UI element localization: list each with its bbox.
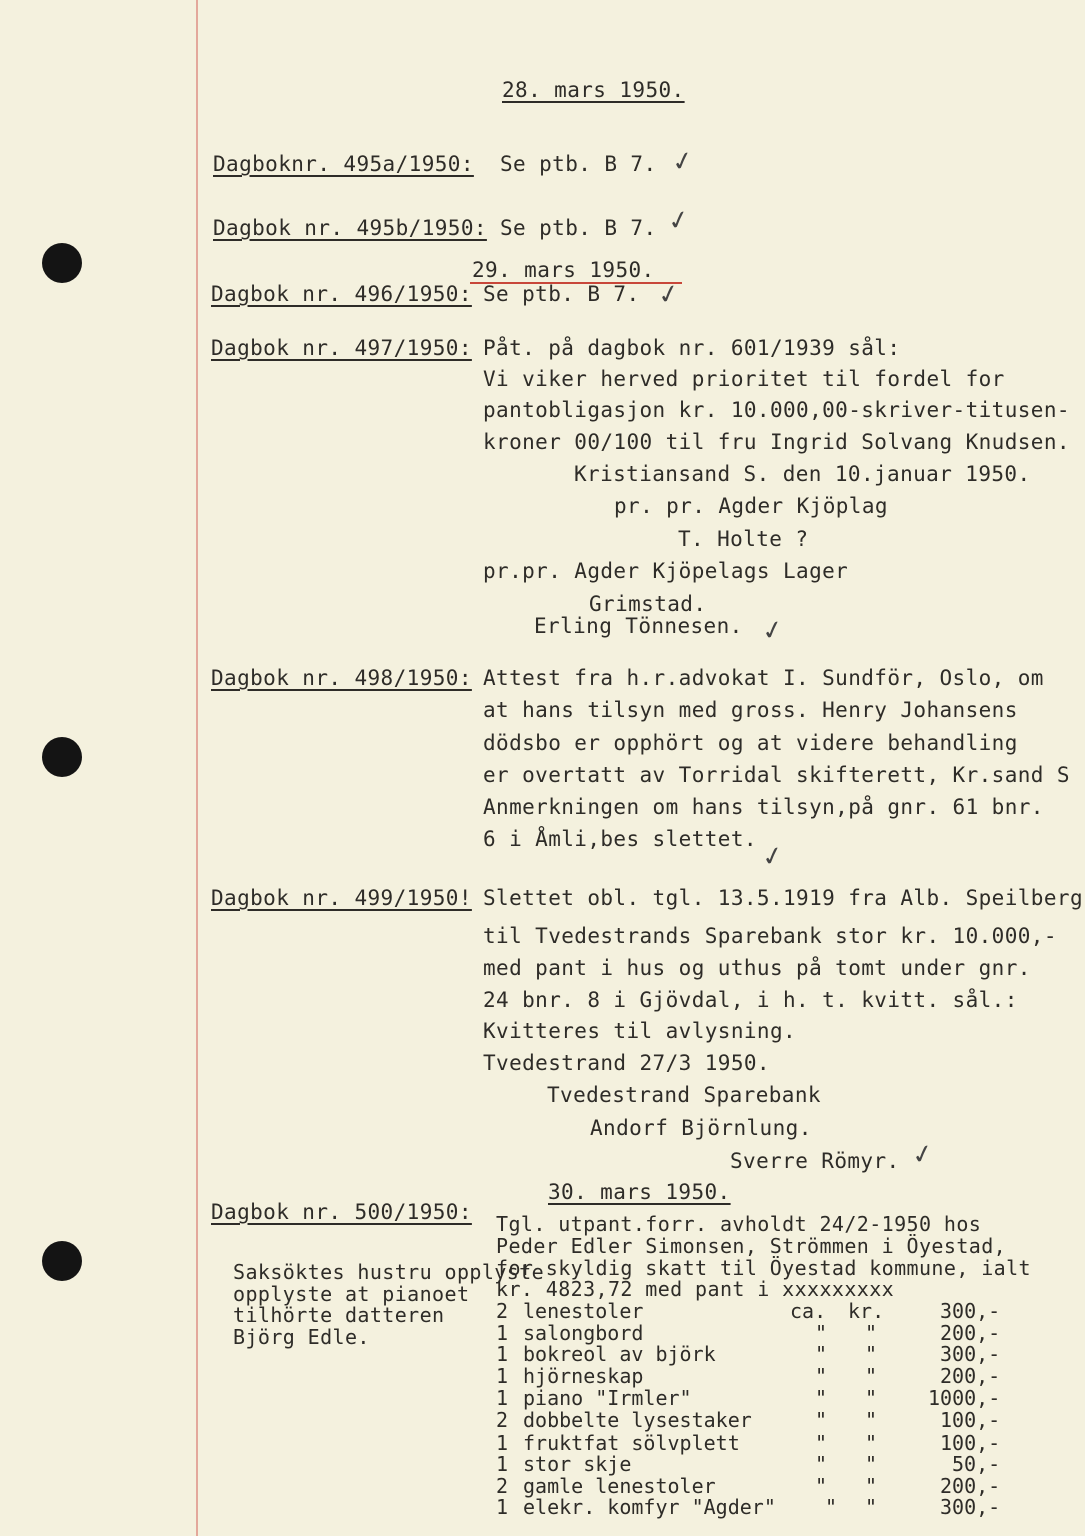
item-amount: 300,-: [940, 1342, 1001, 1366]
entry-label: Dagbok nr. 499/1950!: [211, 886, 472, 910]
punch-hole-middle: [42, 737, 82, 777]
item-name: stor skje: [523, 1452, 632, 1476]
entry-text: Se ptb. B 7.: [500, 216, 657, 240]
entry-line: kr. 4823,72 med pant i xxxxxxxxx: [496, 1277, 895, 1301]
checkmark-icon: ✓: [665, 204, 693, 238]
entry-line: Kvitteres til avlysning.: [483, 1019, 797, 1043]
margin-note-line: tilhörte datteren: [233, 1303, 445, 1327]
item-qty: 1: [496, 1431, 509, 1455]
entry-line: Sverre Römyr.: [730, 1149, 900, 1173]
date-heading: 29. mars 1950.: [472, 258, 655, 282]
entry-line: 6 i Åmli,bes slettet.: [483, 827, 757, 851]
item-amount: 200,-: [940, 1364, 1001, 1388]
entry-line: Kristiansand S. den 10.januar 1950.: [574, 462, 1031, 486]
entry-label: Dagbok nr. 495b/1950:: [213, 216, 487, 240]
item-name: lenestoler: [523, 1299, 644, 1323]
margin-line: [196, 0, 198, 1536]
item-qty: 2: [496, 1299, 509, 1323]
entry-line: Grimstad.: [589, 592, 707, 616]
entry-text: Se ptb. B 7.: [500, 152, 657, 176]
item-qty: 1: [496, 1321, 509, 1345]
entry-line: Slettet obl. tgl. 13.5.1919 fra Alb. Speilberg: [483, 886, 1083, 910]
item-col-a: ": [815, 1386, 828, 1410]
entry-line: Påt. på dagbok nr. 601/1939 sål:: [483, 336, 901, 360]
item-amount: 300,-: [940, 1495, 1001, 1519]
item-qty: 1: [496, 1386, 509, 1410]
item-qty: 2: [496, 1474, 509, 1498]
entry-line: Anmerkningen om hans tilsyn,på gnr. 61 bnr.: [483, 795, 1044, 819]
item-name: hjörneskap: [523, 1364, 644, 1388]
entry-line: at hans tilsyn med gross. Henry Johansens: [483, 698, 1018, 722]
item-col-a: ": [815, 1364, 828, 1388]
item-amount: 300,-: [940, 1299, 1001, 1323]
punch-hole-top: [42, 243, 82, 283]
entry-line: Tvedestrand 27/3 1950.: [483, 1051, 770, 1075]
punch-hole-bottom: [42, 1241, 82, 1281]
entry-line: T. Holte ?: [678, 527, 809, 551]
item-amount: 1000,-: [928, 1386, 1001, 1410]
item-col-a: ": [815, 1474, 828, 1498]
entry-line: dödsbo er opphört og at videre behandling: [483, 731, 1018, 755]
item-amount: 200,-: [940, 1474, 1001, 1498]
entry-line: Andorf Björnlung.: [590, 1116, 812, 1140]
checkmark-icon: ✓: [759, 840, 787, 874]
entry-line: med pant i hus og uthus på tomt under gnr.: [483, 956, 1031, 980]
checkmark-icon: ✓: [909, 1138, 937, 1172]
checkmark-icon: ✓: [759, 614, 787, 648]
entry-label: Dagbok nr. 497/1950:: [211, 336, 472, 360]
item-col-b: kr.: [848, 1299, 885, 1323]
item-col-a: ": [815, 1342, 828, 1366]
checkmark-icon: ✓: [655, 278, 683, 312]
item-name: elekr. komfyr "Agder": [523, 1495, 776, 1519]
item-col-b: ": [865, 1364, 878, 1388]
margin-note-line: Saksöktes hustru opplyste: [233, 1260, 545, 1284]
entry-line: pr. pr. Agder Kjöplag: [614, 494, 888, 518]
entry-line: pantobligasjon kr. 10.000,00-skriver-titusen-: [483, 398, 1070, 422]
item-qty: 1: [496, 1342, 509, 1366]
entry-line: pr.pr. Agder Kjöpelags Lager: [483, 559, 849, 583]
item-amount: 100,-: [940, 1408, 1001, 1432]
entry-line: Tvedestrand Sparebank: [547, 1083, 821, 1107]
item-name: gamle lenestoler: [523, 1474, 716, 1498]
entry-line: 24 bnr. 8 i Gjövdal, i h. t. kvitt. sål.:: [483, 988, 1018, 1012]
margin-note-line: Björg Edle.: [233, 1325, 370, 1349]
entry-line: kroner 00/100 til fru Ingrid Solvang Knudsen.: [483, 430, 1070, 454]
item-name: dobbelte lysestaker: [523, 1408, 752, 1432]
item-qty: 1: [496, 1495, 509, 1519]
item-name: fruktfat sölvplett: [523, 1431, 740, 1455]
entry-line: for skyldig skatt til Öyestad kommune, ialt: [496, 1256, 1031, 1280]
item-col-a: ": [815, 1452, 828, 1476]
entry-label: Dagbok nr. 498/1950:: [211, 666, 472, 690]
entry-line: Peder Edler Simonsen, Strömmen i Öyestad,: [496, 1234, 1007, 1258]
item-amount: 200,-: [940, 1321, 1001, 1345]
entry-label: Dagbok nr. 500/1950:: [211, 1200, 472, 1224]
item-col-b: ": [865, 1452, 878, 1476]
item-col-b: ": [865, 1386, 878, 1410]
item-col-b: ": [865, 1408, 878, 1432]
margin-note-line: opplyste at pianoet: [233, 1282, 470, 1306]
item-col-a: ": [815, 1431, 828, 1455]
item-col-a: ": [815, 1408, 828, 1432]
date-heading: 28. mars 1950.: [502, 78, 685, 102]
entry-line: Vi viker herved prioritet til fordel for: [483, 367, 1005, 391]
item-name: piano "Irmler": [523, 1386, 692, 1410]
item-amount: 50,-: [952, 1452, 1001, 1476]
entry-label: Dagboknr. 495a/1950:: [213, 152, 474, 176]
entry-line: til Tvedestrands Sparebank stor kr. 10.000,-: [483, 924, 1057, 948]
item-col-b: ": [865, 1431, 878, 1455]
item-name: bokreol av björk: [523, 1342, 716, 1366]
item-col-b: ": [865, 1342, 878, 1366]
item-col-b: ": [865, 1474, 878, 1498]
entry-text: Se ptb. B 7.: [483, 282, 640, 306]
item-qty: 1: [496, 1364, 509, 1388]
item-amount: 100,-: [940, 1431, 1001, 1455]
checkmark-icon: ✓: [669, 145, 697, 179]
item-col-b: ": [865, 1321, 878, 1345]
entry-line: er overtatt av Torridal skifterett, Kr.sand S: [483, 763, 1070, 787]
entry-line: Erling Tönnesen.: [534, 614, 743, 638]
entry-label: Dagbok nr. 496/1950:: [211, 282, 472, 306]
item-col-a: ": [825, 1495, 838, 1519]
item-col-a: ": [815, 1321, 828, 1345]
entry-line: Tgl. utpant.forr. avholdt 24/2-1950 hos: [496, 1212, 982, 1236]
item-qty: 1: [496, 1452, 509, 1476]
date-heading: 30. mars 1950.: [548, 1180, 731, 1204]
entry-line: Attest fra h.r.advokat I. Sundför, Oslo, om: [483, 666, 1044, 690]
item-qty: 2: [496, 1408, 509, 1432]
item-col-b: ": [865, 1495, 878, 1519]
item-name: salongbord: [523, 1321, 644, 1345]
item-col-a: ca.: [790, 1299, 827, 1323]
